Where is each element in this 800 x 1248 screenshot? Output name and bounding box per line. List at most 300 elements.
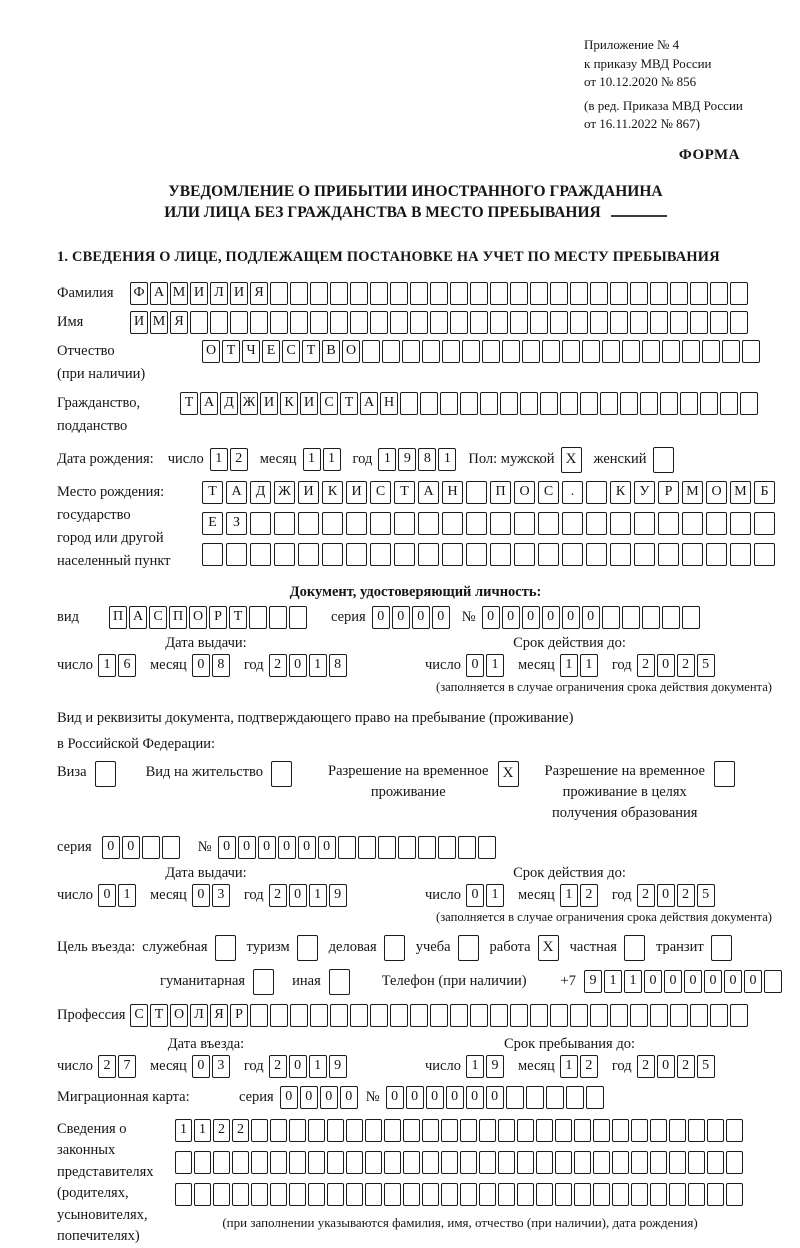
cell-box (612, 1151, 629, 1174)
cell-box (555, 1119, 572, 1142)
cell-box (327, 1119, 344, 1142)
cell-box (707, 1151, 724, 1174)
cell-box (710, 1004, 728, 1027)
cell-box (310, 311, 328, 334)
cell-box (630, 311, 648, 334)
cell-box (400, 392, 418, 415)
cell-box (466, 481, 487, 504)
cell-box (370, 1004, 388, 1027)
cell-box (690, 1004, 708, 1027)
cell-box (270, 1004, 288, 1027)
purpose-other-label: иная (292, 973, 321, 989)
res-valid-month-field (560, 884, 600, 907)
cell-box: 0 (657, 884, 675, 907)
citizenship-label: Гражданство, подданство (57, 394, 141, 434)
identity-doc-note: (заполняется в случае ограничения срока действия документа) (436, 679, 772, 694)
phone-field (584, 970, 784, 993)
cell-box (232, 1183, 249, 1206)
cell-box (162, 836, 180, 859)
cell-box: 1 (466, 1055, 484, 1078)
number-label: № (197, 838, 212, 855)
cell-box (269, 606, 287, 629)
cell-box (688, 1183, 705, 1206)
cell-box: К (280, 392, 298, 415)
month-label: месяц (517, 656, 555, 673)
birth-date-label: Дата рождения: (57, 451, 154, 467)
cell-box: 5 (697, 1055, 715, 1078)
cell-box (714, 761, 735, 787)
sex-male-checkbox (561, 447, 584, 473)
surname-row (57, 282, 774, 305)
cell-box (706, 543, 727, 566)
purpose-other-checkbox (329, 969, 352, 995)
cell-box: У (634, 481, 655, 504)
cell-box (688, 1119, 705, 1142)
cell-box (574, 1119, 591, 1142)
cell-box: 0 (486, 1086, 504, 1109)
cell-box: X (561, 447, 582, 473)
purpose-business-checkbox (384, 935, 407, 961)
cell-box (422, 1119, 439, 1142)
cell-box (308, 1151, 325, 1174)
cell-box: 1 (210, 448, 228, 471)
valid-date-heading: Срок действия до: (513, 864, 626, 881)
visa-checkbox (95, 761, 118, 787)
cell-box (346, 543, 367, 566)
cell-box: 0 (318, 836, 336, 859)
cell-box (602, 606, 620, 629)
cell-box (370, 311, 388, 334)
cell-box: 0 (657, 654, 675, 677)
cell-box: Я (210, 1004, 228, 1027)
cell-box (620, 392, 638, 415)
cell-box (441, 1119, 458, 1142)
cell-box (690, 282, 708, 305)
cell-box: М (682, 481, 703, 504)
cell-box: 0 (298, 836, 316, 859)
cell-box (670, 1004, 688, 1027)
cell-box (384, 1119, 401, 1142)
cell-box: И (298, 481, 319, 504)
cell-box (460, 1183, 477, 1206)
cell-box: 0 (289, 884, 307, 907)
cell-box (514, 512, 535, 535)
cell-box (442, 512, 463, 535)
temp-residence-edu-label: Разрешение на временное проживание в целях получения образования (544, 762, 705, 821)
cell-box (536, 1151, 553, 1174)
cell-box (650, 1119, 667, 1142)
cell-box (322, 512, 343, 535)
temp-residence-edu-checkbox (714, 761, 737, 787)
cell-box (730, 282, 748, 305)
cell-box (610, 311, 628, 334)
cell-box (517, 1119, 534, 1142)
cell-box: С (320, 392, 338, 415)
cell-box (430, 1004, 448, 1027)
cell-box: 1 (580, 654, 598, 677)
cell-box: И (190, 282, 208, 305)
cell-box (346, 1151, 363, 1174)
cell-box: 0 (446, 1086, 464, 1109)
cell-box (470, 311, 488, 334)
cell-box (430, 282, 448, 305)
cell-box: 0 (562, 606, 580, 629)
title-blank-underline (611, 203, 667, 217)
cell-box: 2 (677, 884, 695, 907)
cell-box (562, 340, 580, 363)
cell-box (650, 282, 668, 305)
purpose-tourism-checkbox (297, 935, 320, 961)
cell-box (330, 1004, 348, 1027)
cell-box: Т (180, 392, 198, 415)
cell-box (540, 392, 558, 415)
issue-date-heading: Дата выдачи: (165, 634, 247, 651)
cell-box (232, 1151, 249, 1174)
cell-box (270, 282, 288, 305)
cell-box (403, 1183, 420, 1206)
cell-box (653, 447, 674, 473)
day-label: число (425, 886, 461, 903)
cell-box: 8 (212, 654, 230, 677)
cell-box (442, 340, 460, 363)
profession-field (130, 1004, 750, 1027)
cell-box (498, 1183, 515, 1206)
cell-box: 9 (486, 1055, 504, 1078)
cell-box (669, 1151, 686, 1174)
cell-box (498, 1151, 515, 1174)
cell-box (634, 543, 655, 566)
migration-card-number-field (386, 1086, 606, 1109)
cell-box: С (282, 340, 300, 363)
cell-box (403, 1119, 420, 1142)
cell-box (502, 340, 520, 363)
cell-box (450, 282, 468, 305)
cell-box (462, 340, 480, 363)
cell-box: И (230, 282, 248, 305)
issue-day-field (98, 654, 138, 677)
cell-box: 0 (582, 606, 600, 629)
cell-box: 5 (697, 654, 715, 677)
cell-box (290, 282, 308, 305)
cell-box (202, 543, 223, 566)
cell-box: 8 (418, 448, 436, 471)
cell-box: 9 (329, 884, 347, 907)
patronymic-label: Отчество (при наличии) (57, 342, 146, 382)
month-label: месяц (149, 1057, 187, 1074)
series-label: серия (331, 608, 366, 625)
cell-box: З (226, 512, 247, 535)
appendix-line: к приказу МВД России (584, 55, 712, 71)
cell-box (610, 282, 628, 305)
cell-box: В (322, 340, 340, 363)
cell-box (730, 311, 748, 334)
cell-box: 9 (584, 970, 602, 993)
valid-day-field (466, 654, 506, 677)
cell-box (250, 543, 271, 566)
cell-box: Е (202, 512, 223, 535)
purpose-study-label: учеба (415, 939, 451, 955)
cell-box (593, 1119, 610, 1142)
cell-box (329, 969, 350, 995)
cell-box: М (730, 481, 751, 504)
cell-box: 0 (744, 970, 762, 993)
cell-box: 1 (560, 654, 578, 677)
cell-box (460, 1119, 477, 1142)
cell-box (500, 392, 518, 415)
section1-heading: 1. СВЕДЕНИЯ О ЛИЦЕ, ПОДЛЕЖАЩЕМ ПОСТАНОВКЕ НА УЧЕТ ПО МЕСТУ ПРЕБЫВАНИЯ (57, 248, 720, 265)
cell-box (365, 1119, 382, 1142)
cell-box (402, 340, 420, 363)
cell-box: М (150, 311, 168, 334)
cell-box (420, 392, 438, 415)
cell-box (479, 1151, 496, 1174)
residence-doc-dates (57, 865, 774, 907)
cell-box: 1 (309, 884, 327, 907)
cell-box: П (109, 606, 127, 629)
cell-box (490, 311, 508, 334)
cell-box (226, 543, 247, 566)
cell-box (600, 392, 618, 415)
profession-row (57, 1004, 774, 1027)
cell-box (631, 1119, 648, 1142)
number-label: № (461, 608, 476, 625)
cell-box: П (490, 481, 511, 504)
cell-box (194, 1151, 211, 1174)
cell-box (707, 1119, 724, 1142)
purpose-work-checkbox (538, 935, 561, 961)
cell-box (350, 282, 368, 305)
cell-box: 2 (637, 654, 655, 677)
purpose-official-checkbox (215, 935, 238, 961)
purpose-tourism-label: туризм (246, 939, 290, 955)
cell-box (570, 1004, 588, 1027)
cell-box: 0 (320, 1086, 338, 1109)
cell-box (634, 512, 655, 535)
cell-box (622, 340, 640, 363)
cell-box (612, 1183, 629, 1206)
cell-box (722, 340, 740, 363)
residence-doc-note: (заполняется в случае ограничения срока действия документа) (436, 909, 772, 924)
cell-box (764, 970, 782, 993)
cell-box: И (346, 481, 367, 504)
residence-doc-options (57, 761, 774, 824)
cell-box: 1 (604, 970, 622, 993)
cell-box: Т (340, 392, 358, 415)
year-label: год (611, 656, 632, 673)
year-label: год (611, 1057, 632, 1074)
cell-box (310, 282, 328, 305)
cell-box (298, 543, 319, 566)
phone-label: Телефон (при наличии) (381, 973, 527, 989)
identity-doc-row (57, 606, 774, 629)
residence-permit-checkbox (271, 761, 294, 787)
cell-box (630, 282, 648, 305)
cell-box: С (538, 481, 559, 504)
cell-box (538, 512, 559, 535)
cell-box (662, 606, 680, 629)
entry-date-col (57, 1036, 425, 1078)
entry-month-field (192, 1055, 232, 1078)
migration-card-label: Миграционная карта: (57, 1088, 190, 1105)
cell-box (546, 1086, 564, 1109)
cell-box (536, 1183, 553, 1206)
year-label: год (352, 451, 373, 467)
res-valid-year-field (637, 884, 717, 907)
cell-box (390, 1004, 408, 1027)
cell-box: 0 (192, 654, 210, 677)
cell-box (622, 606, 640, 629)
forma-label: ФОРМА (678, 146, 740, 163)
cell-box: 0 (426, 1086, 444, 1109)
cell-box (593, 1151, 610, 1174)
stay-until-col (425, 1036, 774, 1078)
birth-place-label: Место рождения: государство город или другой населенный пункт (57, 483, 171, 569)
cell-box: 6 (118, 654, 136, 677)
cell-box: 2 (232, 1119, 249, 1142)
valid-date-heading: Срок действия до: (513, 634, 626, 651)
cell-box (95, 761, 116, 787)
cell-box (610, 543, 631, 566)
cell-box (612, 1119, 629, 1142)
cell-box (670, 311, 688, 334)
stay-day-field (466, 1055, 506, 1078)
cell-box (253, 969, 274, 995)
cell-box (688, 1151, 705, 1174)
cell-box (384, 935, 405, 961)
purpose-humanitarian-checkbox (253, 969, 276, 995)
cell-box (274, 512, 295, 535)
cell-box (362, 340, 380, 363)
cell-box (470, 1004, 488, 1027)
sex-female-checkbox (653, 447, 676, 473)
cell-box (308, 1119, 325, 1142)
cell-box: 0 (278, 836, 296, 859)
visa-label: Виза (57, 763, 87, 780)
day-label: число (425, 656, 461, 673)
cell-box (706, 512, 727, 535)
cell-box (642, 340, 660, 363)
birth-place-fields (202, 481, 778, 574)
cell-box (590, 282, 608, 305)
year-label: год (243, 656, 264, 673)
cell-box: 1 (560, 1055, 578, 1078)
cell-box (566, 1086, 584, 1109)
cell-box (422, 340, 440, 363)
temp-residence-label: Разрешение на временное проживание (328, 762, 489, 800)
cell-box (175, 1151, 192, 1174)
cell-box (479, 1183, 496, 1206)
cell-box (522, 340, 540, 363)
res-issue-month-field (192, 884, 232, 907)
cell-box (450, 1004, 468, 1027)
cell-box (740, 392, 758, 415)
cell-box (378, 836, 396, 859)
doc-number-field (482, 606, 702, 629)
stay-until-heading: Срок пребывания до: (504, 1035, 635, 1052)
cell-box (458, 935, 479, 961)
cell-box (250, 512, 271, 535)
given-name-field (130, 311, 750, 334)
day-label: число (167, 451, 204, 467)
cell-box (370, 543, 391, 566)
cell-box (308, 1183, 325, 1206)
cell-box (410, 282, 428, 305)
entry-day-field (98, 1055, 138, 1078)
cell-box (570, 282, 588, 305)
issue-month-field (192, 654, 232, 677)
cell-box (662, 340, 680, 363)
day-label: число (57, 656, 93, 673)
cell-box (338, 836, 356, 859)
issue-date-heading: Дата выдачи: (165, 864, 247, 881)
cell-box: 2 (677, 1055, 695, 1078)
cell-box (602, 340, 620, 363)
cell-box: 1 (309, 1055, 327, 1078)
cell-box (530, 311, 548, 334)
cell-box: 0 (340, 1086, 358, 1109)
cell-box: Н (380, 392, 398, 415)
cell-box: 0 (258, 836, 276, 859)
cell-box (384, 1151, 401, 1174)
purpose-official-label: служебная (142, 939, 208, 955)
cell-box (350, 1004, 368, 1027)
cell-box (530, 1004, 548, 1027)
cell-box: 1 (175, 1119, 192, 1142)
cell-box (570, 311, 588, 334)
cell-box: Б (754, 481, 775, 504)
cell-box (438, 836, 456, 859)
revision-line: (в ред. Приказа МВД России (584, 97, 743, 113)
migration-card-row (57, 1086, 774, 1109)
given-name-row (57, 311, 774, 334)
cell-box: 2 (637, 1055, 655, 1078)
cell-box: 0 (644, 970, 662, 993)
cell-box (530, 282, 548, 305)
cell-box (670, 282, 688, 305)
cell-box: 0 (218, 836, 236, 859)
cell-box (370, 282, 388, 305)
stay-year-field (637, 1055, 717, 1078)
cell-box (289, 606, 307, 629)
birth-place-row3 (202, 543, 778, 566)
cell-box (610, 512, 631, 535)
cell-box (479, 1119, 496, 1142)
cell-box (631, 1183, 648, 1206)
month-label: месяц (149, 886, 187, 903)
cell-box (650, 311, 668, 334)
cell-box: 1 (118, 884, 136, 907)
cell-box: 0 (412, 606, 430, 629)
temp-residence-checkbox (498, 761, 521, 787)
cell-box (658, 543, 679, 566)
cell-box: О (189, 606, 207, 629)
cell-box (418, 512, 439, 535)
cell-box: Р (658, 481, 679, 504)
cell-box (710, 282, 728, 305)
cell-box (517, 1151, 534, 1174)
cell-box: Л (190, 1004, 208, 1027)
month-label: месяц (517, 886, 555, 903)
entry-date-heading: Дата въезда: (167, 1035, 245, 1052)
cell-box: И (300, 392, 318, 415)
cell-box (210, 311, 228, 334)
cell-box (630, 1004, 648, 1027)
cell-box (422, 1183, 439, 1206)
residence-doc-intro: Вид и реквизиты документа, подтверждающего право на пребывание (проживание) в Российской Федерации: (57, 709, 574, 752)
residence-permit-label: Вид на жительство (145, 763, 264, 780)
cell-box (270, 1183, 287, 1206)
cell-box: М (170, 282, 188, 305)
